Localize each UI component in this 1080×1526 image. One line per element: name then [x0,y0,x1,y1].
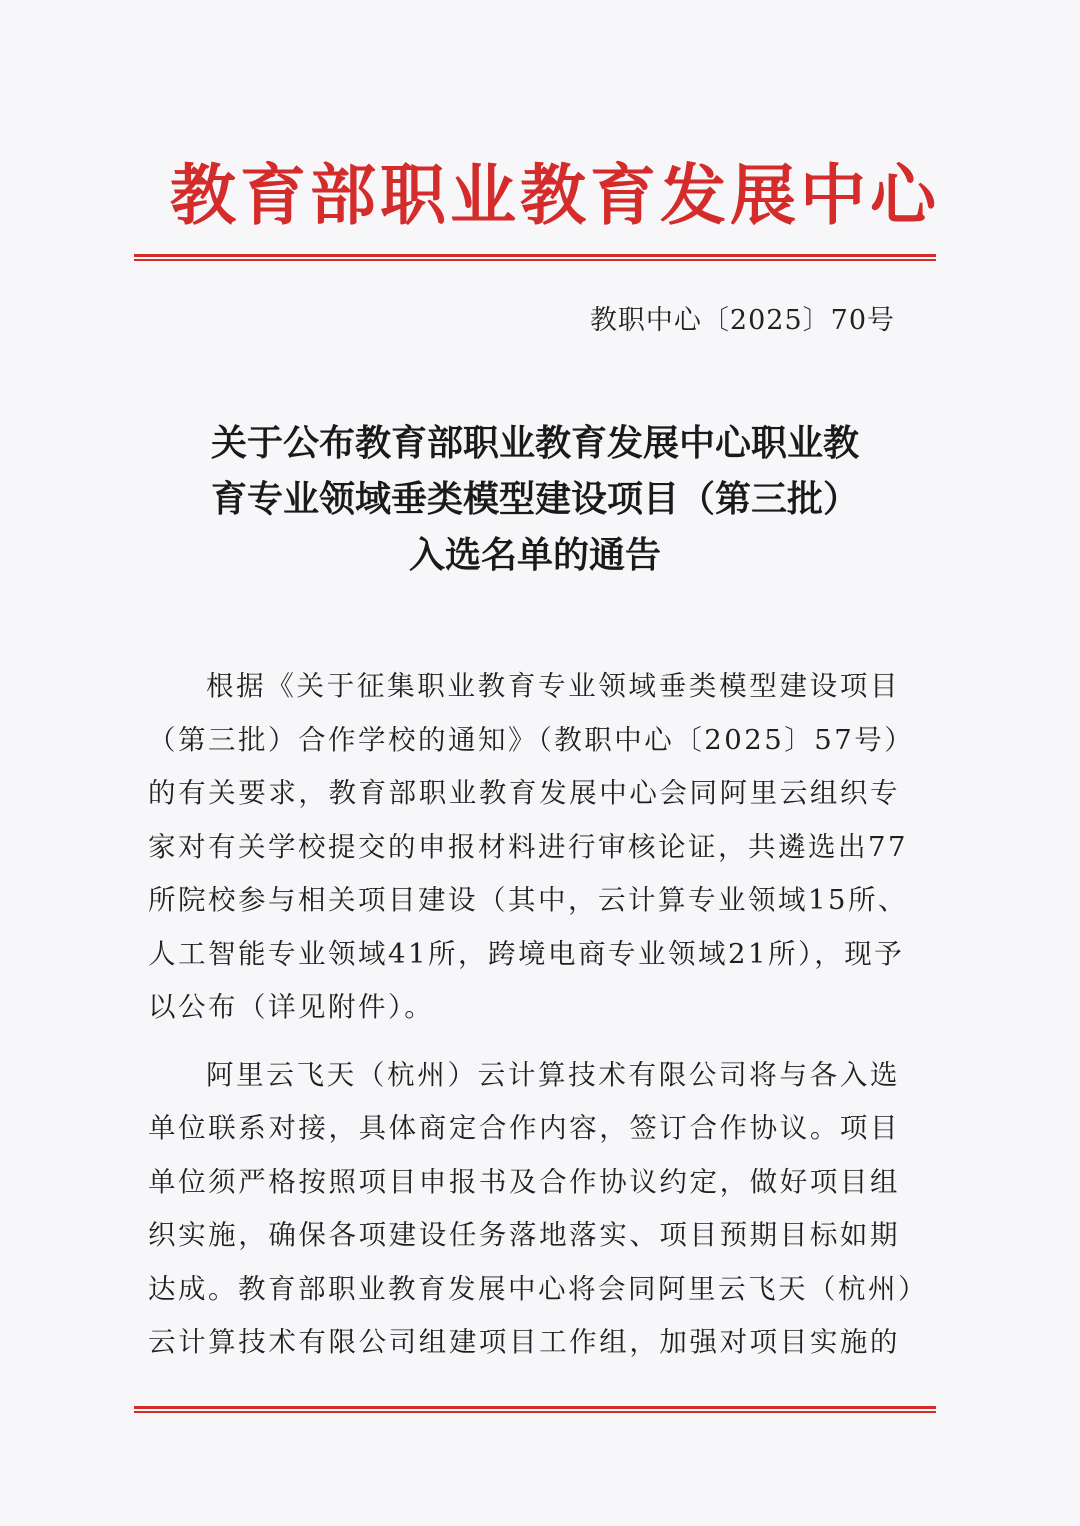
red-footer-rule [134,1406,936,1413]
body-line: 所院校参与相关项目建设（其中，云计算专业领域15所、 [148,884,908,916]
body-line: 云计算技术有限公司组建项目工作组，加强对项目实施的 [148,1326,900,1358]
document-number: 教职中心〔2025〕70号 [589,305,895,336]
body-line: 以公布（详见附件）。 [148,991,435,1023]
notice-body [148,660,928,1370]
notice-title [140,416,930,584]
body-line: 阿里云飞天（杭州）云计算技术有限公司将与各入选 [206,1058,900,1091]
body-line: 的有关要求，教育部职业教育发展中心会同阿里云组织专 [148,777,900,809]
body-line: （第三批）合作学校的通知》（教职中心〔2025〕57号） [148,723,915,756]
body-line: 织实施，确保各项建设任务落地落实、项目预期目标如期 [148,1219,900,1251]
paragraph-2 [148,1049,928,1370]
issuer-masthead: 教育部职业教育发展中心 [170,156,940,234]
body-line: 单位须严格按照项目申报书及合作协议约定，做好项目组 [148,1165,900,1198]
title-line: 关于公布教育部职业教育发展中心职业教 [210,423,859,464]
body-line: 根据《关于征集职业教育专业领域垂类模型建设项目 [206,670,900,702]
body-line: 家对有关学校提交的申报材料进行审核论证，共遴选出77 [148,830,908,863]
body-line: 达成。教育部职业教育发展中心将会同阿里云飞天（杭州） [148,1272,928,1305]
body-line: 单位联系对接，具体商定合作内容，签订合作协议。项目 [148,1112,900,1144]
title-line: 育专业领域垂类模型建设项目（第三批） [210,479,859,520]
paragraph-1 [148,660,915,1035]
red-header-rule [134,254,936,261]
body-line: 人工智能专业领域41所，跨境电商专业领域21所），现予 [148,937,905,970]
title-line: 入选名单的通告 [408,535,661,576]
